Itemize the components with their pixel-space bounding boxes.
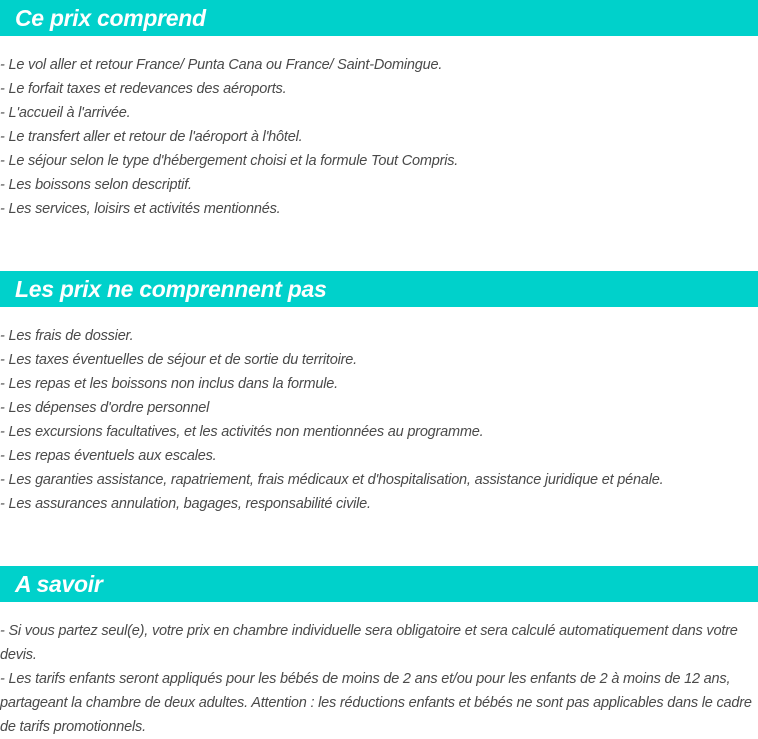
list-item: - Les dépenses d'ordre personnel (0, 400, 210, 416)
list-item: - L'accueil à l'arrivée. (0, 105, 131, 121)
list-item: - Les boissons selon descriptif. (0, 177, 192, 193)
list-item: - Le vol aller et retour France/ Punta Cana ou France/ Saint-Domingue. (0, 57, 443, 73)
section-list (0, 324, 758, 516)
list-item: - Les assurances annulation, bagages, responsabilité civile. (0, 496, 371, 512)
list-item: - Si vous partez seul(e), votre prix en chambre individuelle sera obligatoire et sera calculé automatiquement dans votre devis. (0, 623, 738, 663)
section-price-excludes (0, 271, 758, 516)
list-item: - Les excursions facultatives, et les activités non mentionnées au programme. (0, 424, 484, 440)
section-title: A savoir (0, 566, 758, 602)
section-list (0, 53, 758, 221)
section-price-includes (0, 0, 758, 221)
list-item: - Les frais de dossier. (0, 328, 134, 344)
list-item: - Les repas éventuels aux escales. (0, 448, 217, 464)
list-item: - Les garanties assistance, rapatriement, frais médicaux et d'hospitalisation, assistance juridique et pénale. (0, 472, 664, 488)
section-list (0, 619, 758, 739)
list-item: - Les repas et les boissons non inclus dans la formule. (0, 376, 338, 392)
section-title: Ce prix comprend (0, 0, 758, 36)
section-good-to-know (0, 566, 758, 739)
list-item: - Le transfert aller et retour de l'aéroport à l'hôtel. (0, 129, 303, 145)
list-item: - Les taxes éventuelles de séjour et de sortie du territoire. (0, 352, 357, 368)
list-item: - Le forfait taxes et redevances des aéroports. (0, 81, 287, 97)
list-item: - Les tarifs enfants seront appliqués pour les bébés de moins de 2 ans et/ou pour les enfants de 2 à moins de 12 ans, partageant la chambre de deux adultes. Attention : les réductions enfants et bébés ne sont pas applicables dans le cadre de tarifs promotionnels. (0, 671, 752, 735)
section-title: Les prix ne comprennent pas (0, 271, 758, 307)
list-item: - Les services, loisirs et activités mentionnés. (0, 201, 281, 217)
list-item: - Le séjour selon le type d'hébergement choisi et la formule Tout Compris. (0, 153, 459, 169)
